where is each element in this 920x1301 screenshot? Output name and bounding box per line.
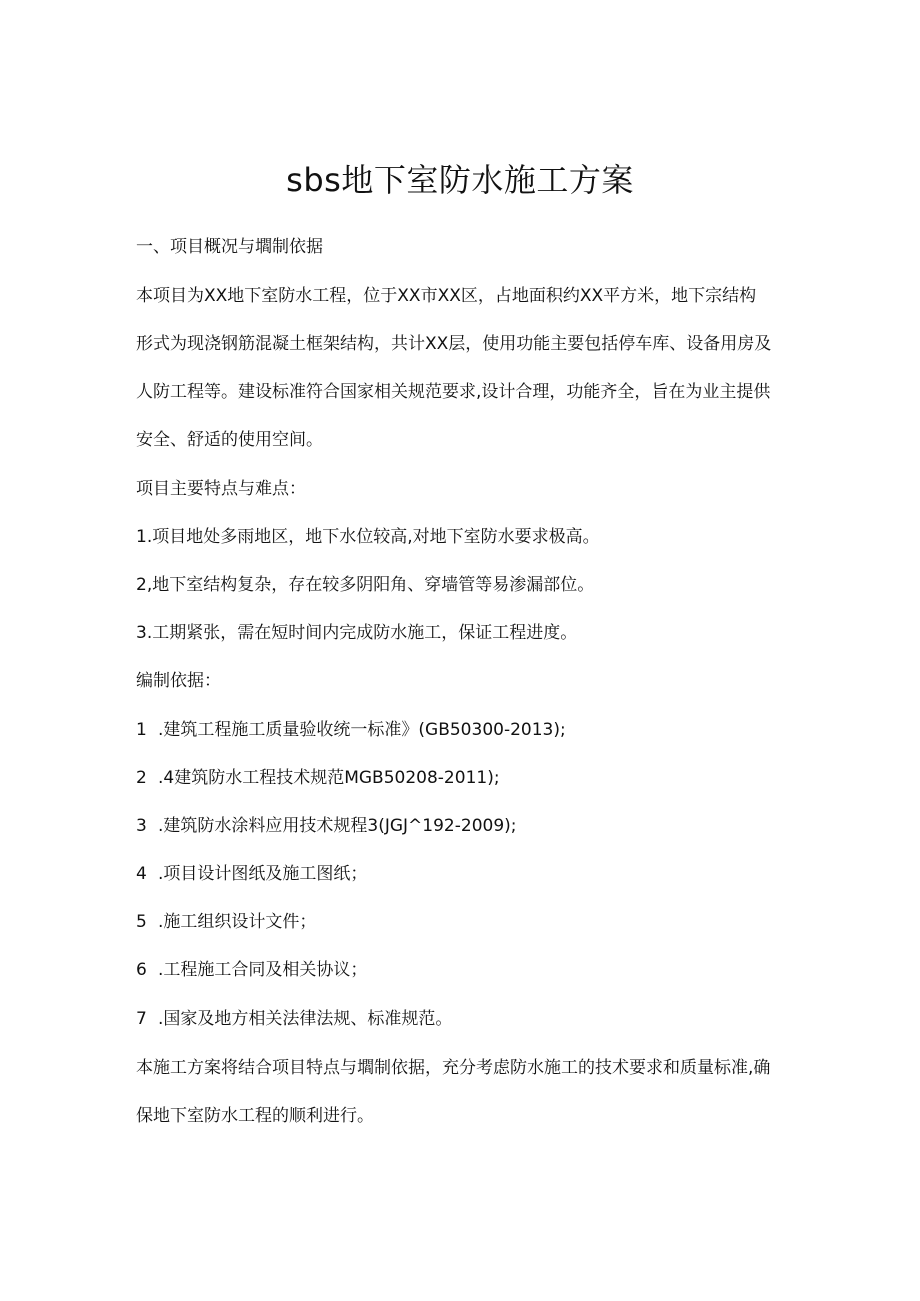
basis-item-number: 6 xyxy=(136,960,147,980)
basis-item xyxy=(136,1007,452,1031)
conclusion-line-1: 本施工方案将结合项目特点与壛制依据，充分考虑防水施工的技术要求和质量标准,确 xyxy=(136,1058,771,1078)
feature-item-3: 3.工期紧张，需在短时间内完成防水施工，保证工程进度。 xyxy=(136,623,578,643)
basis-item-text: .项目设计图纸及施工图纸； xyxy=(158,864,368,884)
overview-line-2: 形式为现浇钢筋混凝土框架结构，共计XX层，使用功能主要包括停车库、设备用房及 xyxy=(136,334,772,354)
feature-item-2: 2,地下室结构复杂，存在较多阴阳角、穿墙管等易渗漏部位。 xyxy=(136,575,595,595)
overview-line-3: 人防工程等。建设标准符合国家相关规范要求,设计合理，功能齐全，旨在为业主提供 xyxy=(136,382,771,402)
basis-item-number: 3 xyxy=(136,816,147,836)
overview-line-1: 本项目为XX地下室防水工程，位于XX市XX区，占地面积约XX平方米，地下宗结构 xyxy=(136,286,757,306)
section-heading: 一、项目概况与壛制依据 xyxy=(136,237,323,257)
document-title: sbs地下室防水施工方案 xyxy=(286,161,634,199)
basis-heading: 编制依据： xyxy=(136,671,221,691)
feature-item-1: 1.项目地处多雨地区，地下水位较高,对地下室防水要求极高。 xyxy=(136,527,600,547)
basis-item xyxy=(136,814,517,838)
basis-item xyxy=(136,910,316,934)
basis-item-text: .施工组织设计文件； xyxy=(158,912,317,932)
basis-item xyxy=(136,958,367,982)
features-heading: 项目主要特点与难点： xyxy=(136,479,306,499)
basis-item xyxy=(136,718,566,742)
conclusion-line-2: 保地下室防水工程的顺利进行。 xyxy=(136,1106,374,1126)
basis-item-text: .建筑工程施工质量验收统一标准》(GB50300-2013); xyxy=(158,720,566,740)
basis-item-text: .工程施工合同及相关协议； xyxy=(158,960,368,980)
basis-item xyxy=(136,766,500,790)
basis-item-text: .国家及地方相关法律法规、标准规范。 xyxy=(158,1009,453,1029)
basis-item xyxy=(136,862,367,886)
basis-item-number: 2 xyxy=(136,768,147,788)
basis-item-number: 7 xyxy=(136,1009,147,1029)
overview-line-4: 安全、舒适的使用空间。 xyxy=(136,430,323,450)
basis-item-number: 1 xyxy=(136,720,147,740)
basis-item-text: .建筑防水涂料应用技术规程3(JGJ^192-2009); xyxy=(158,816,517,836)
basis-item-text: .4建筑防水工程技术规范MGB50208-2011); xyxy=(158,768,500,788)
basis-item-number: 5 xyxy=(136,912,147,932)
basis-item-number: 4 xyxy=(136,864,147,884)
